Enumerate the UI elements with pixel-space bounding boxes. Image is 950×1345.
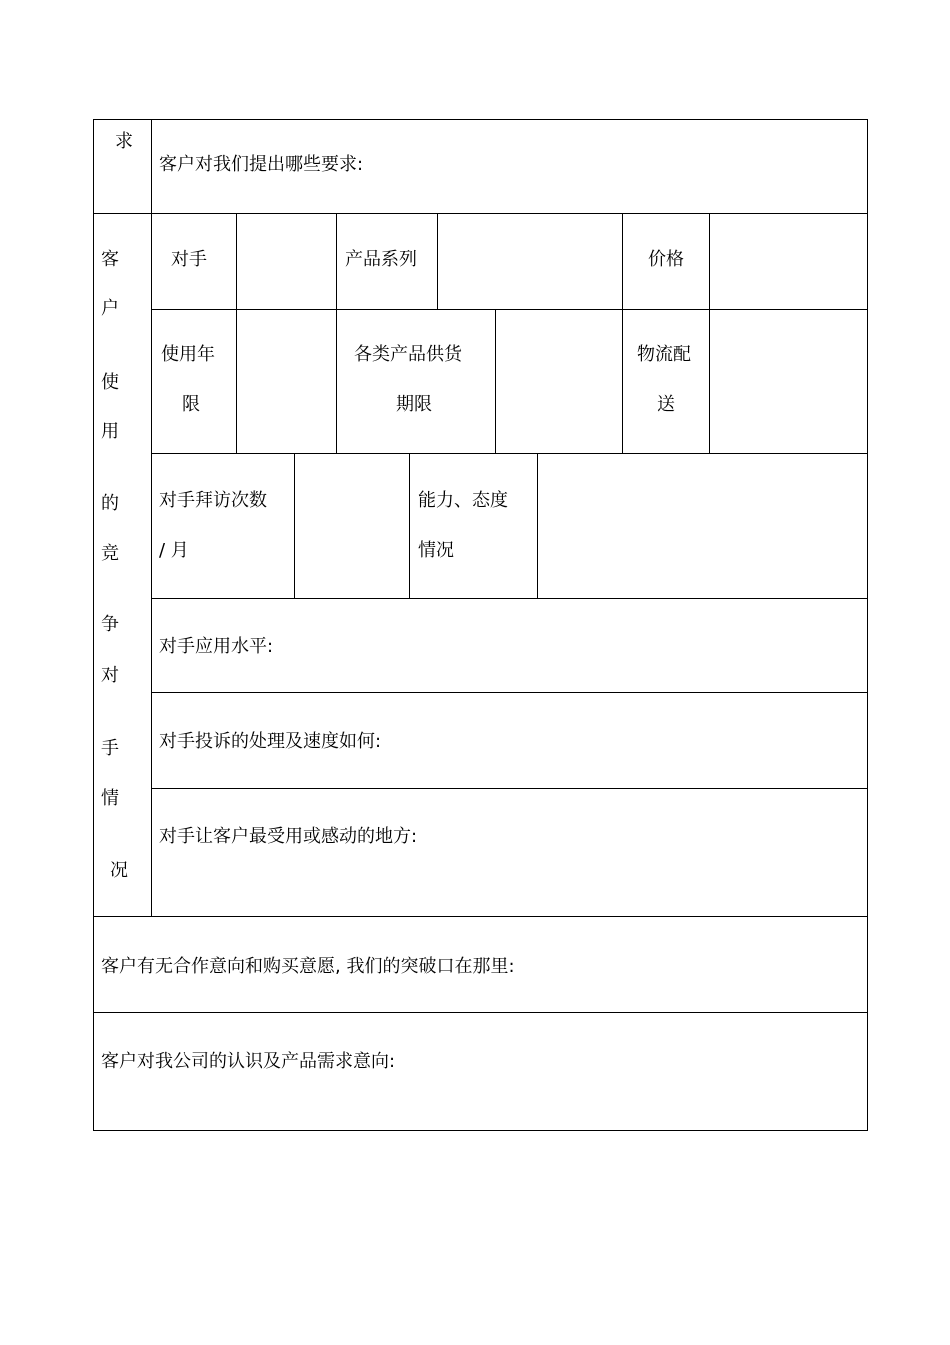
divider <box>151 119 152 917</box>
divider <box>151 453 868 454</box>
divider <box>437 213 438 310</box>
company-awareness-label: 客户对我公司的认识及产品需求意向: <box>101 1051 396 1072</box>
border-top <box>93 119 868 120</box>
border-right <box>867 119 868 1131</box>
requirements-prompt: 客户对我们提出哪些要求: <box>159 154 364 175</box>
ability-label: 能力、态度 <box>418 490 508 511</box>
competitor-side-label-char: 使 <box>101 372 119 393</box>
divider <box>409 453 410 599</box>
competitor-side-label-char: 的 <box>101 493 119 514</box>
divider <box>336 213 337 454</box>
divider <box>93 1012 868 1013</box>
opponent-label: 对手 <box>171 249 207 270</box>
competitor-side-label-char: 户 <box>101 298 119 319</box>
divider <box>537 453 538 599</box>
price-label: 价格 <box>648 249 684 270</box>
supply-period-label: 期限 <box>396 394 432 415</box>
competitor-side-label-char: 况 <box>110 860 128 881</box>
competitor-side-label-char: 客 <box>101 249 119 270</box>
divider <box>294 453 295 599</box>
divider <box>93 213 868 214</box>
competitor-side-label-char: 用 <box>101 421 119 442</box>
visits-label: 对手拜访次数 <box>159 490 267 511</box>
divider <box>709 213 710 454</box>
divider <box>151 788 868 789</box>
border-left <box>93 119 94 1131</box>
years-used-label: 限 <box>182 394 200 415</box>
competitor-side-label-char: 对 <box>101 665 119 686</box>
competitor-side-label-char: 手 <box>101 738 119 759</box>
logistics-label: 物流配 <box>637 344 691 365</box>
divider <box>151 598 868 599</box>
divider <box>93 916 868 917</box>
logistics-label: 送 <box>657 394 675 415</box>
competitor-side-label-char: 竞 <box>101 543 119 564</box>
divider <box>495 309 496 454</box>
border-bottom <box>93 1130 868 1131</box>
most-moving-label: 对手让客户最受用或感动的地方: <box>159 826 418 847</box>
complaint-handling-label: 对手投诉的处理及速度如何: <box>159 731 382 752</box>
application-level-label: 对手应用水平: <box>159 636 274 657</box>
years-used-label: 使用年 <box>161 344 215 365</box>
divider <box>151 309 868 310</box>
requirements-side-label: 求 <box>115 131 133 152</box>
cooperation-intent-label: 客户有无合作意向和购买意愿, 我们的突破口在那里: <box>101 956 515 977</box>
divider <box>236 213 237 454</box>
divider <box>622 213 623 454</box>
visits-label: / 月 <box>159 540 189 561</box>
divider <box>151 692 868 693</box>
supply-period-label: 各类产品供货 <box>354 344 462 365</box>
competitor-side-label-char: 争 <box>101 614 119 635</box>
product-series-label: 产品系列 <box>345 249 417 270</box>
competitor-side-label-char: 情 <box>101 788 119 809</box>
ability-label: 情况 <box>418 540 454 561</box>
